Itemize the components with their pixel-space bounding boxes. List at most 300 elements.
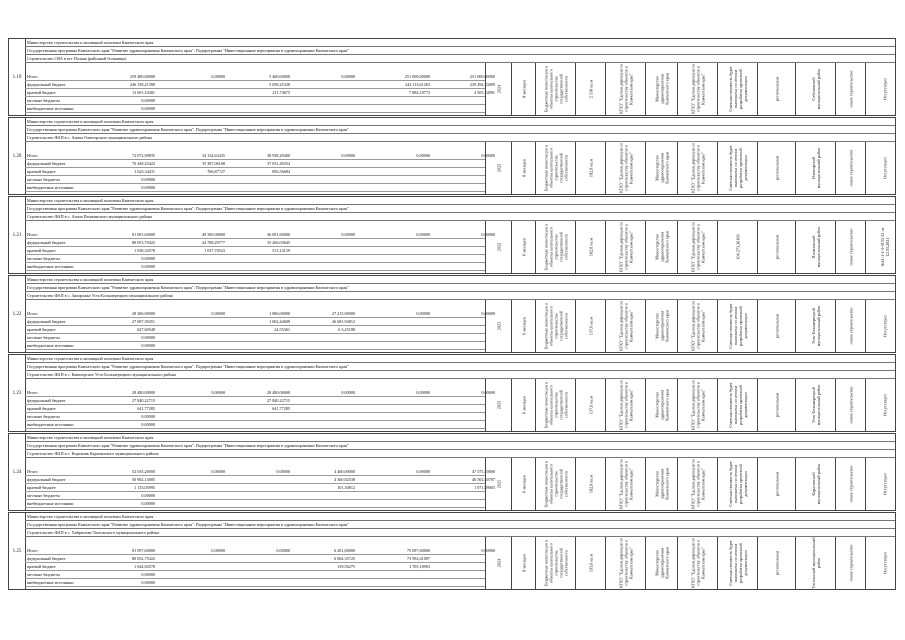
- attribute-cell-text: Отсутствует: [882, 552, 888, 575]
- attribute-cell-text: КГКУ "Единая дирекция по строительству объектов в Камчатском крае": [690, 222, 706, 273]
- financing-row: [25, 405, 485, 413]
- attribute-cell: [835, 63, 866, 115]
- funding-amount: 36 091,60000: [266, 232, 290, 238]
- attribute-cell: [835, 221, 866, 273]
- funding-amount: 80 053,79422: [131, 240, 155, 246]
- attribute-cell-text: КГКУ "Единая дирекция по строительству объектов в Камчатском крае": [618, 538, 634, 589]
- attribute-cell: [677, 221, 718, 273]
- funding-source-label: местные бюджеты: [27, 572, 60, 578]
- funding-amount: 28 306,00000: [131, 311, 155, 317]
- attribute-columns: [485, 379, 895, 431]
- attribute-cell-text: Министерство здравоохранения Камчатского края: [654, 389, 670, 422]
- funding-amount: 50 902,14005: [131, 477, 155, 483]
- funding-amount: 81 091,60000: [131, 232, 155, 238]
- year-cell-text: 2024: [496, 85, 502, 94]
- attribute-cell-text: региональная: [774, 472, 780, 497]
- attribute-cell: [835, 458, 866, 510]
- funding-amount: 0,00000: [416, 232, 430, 238]
- attribute-cell: [795, 537, 836, 589]
- funding-source-label: местные бюджеты: [27, 256, 60, 262]
- attribute-cell-text: Отсутствует: [882, 157, 888, 180]
- financing-row: [25, 563, 485, 571]
- funding-source-label: местные бюджеты: [27, 335, 60, 341]
- attribute-cell-text: Сметная стоимость будет выполнена по итогам разработки проектной документации: [728, 303, 748, 350]
- funding-amount: 5 460,00000: [269, 74, 290, 80]
- attribute-columns: [485, 221, 895, 273]
- program-header: Государственная программа Камчатского края "Развитие здравоохранения Камчатского края". Подпрограмма "Инвестиционные мероприятия в здравоохранении Камчатского края": [25, 47, 895, 55]
- attribute-cell-text: Отсутствует: [882, 394, 888, 417]
- attribute-cell: [835, 537, 866, 589]
- funding-amount: 259 480,00000: [129, 74, 155, 80]
- attribute-cell-text: новое строительство: [848, 544, 854, 582]
- attribute-cell: [717, 458, 758, 510]
- duration-cell: [511, 300, 536, 352]
- ministry-header: Министерство строительства и жилищной политики Камчатского края: [25, 434, 895, 442]
- financing-row: [25, 97, 485, 105]
- object-header: Строительство ФАП в с. Апача Пенжинского муниципального района: [25, 213, 895, 221]
- attribute-cell-text: Бюджетные инвестиции в объекты капитального строительства государственной собственности: [543, 540, 569, 587]
- funding-amount: 641,77285: [272, 406, 290, 412]
- attribute-cell-text: Бюджетные инвестиции в объекты капитального строительства государственной собственности: [543, 382, 569, 429]
- funding-source-label: местные бюджеты: [27, 493, 60, 499]
- object-header: Строительство ФАП в с. Анапа Олюторского муниципального района: [25, 134, 895, 142]
- funding-amount: 246 158,21399: [129, 82, 155, 88]
- financing-row: [25, 555, 485, 563]
- ministry-header: Министерство строительства и жилищной политики Камчатского края: [25, 197, 895, 205]
- attribute-cell-text: новое строительство: [848, 386, 854, 424]
- funding-amount: 242 113,61263: [405, 82, 430, 88]
- financing-row: [25, 342, 485, 350]
- funding-source-label: внебюджетные источники: [27, 501, 74, 507]
- funding-amount: 0,00000: [341, 153, 355, 159]
- attribute-cell: [605, 379, 646, 431]
- attribute-cell-text: Сметная стоимость будет выполнена по итогам разработки проектной документации: [728, 461, 748, 508]
- attribute-cell: [795, 221, 836, 273]
- funding-amount: 26 681,94812: [331, 319, 355, 325]
- attribute-cell-text: 2 538 кв.м: [588, 80, 594, 99]
- funding-amount: 0,00000: [481, 311, 495, 317]
- funding-amount: 0,00000: [481, 390, 495, 396]
- funding-amount: 211,74675: [272, 90, 290, 96]
- project-block: [8, 117, 896, 195]
- funding-amount: 27 697,39451: [131, 319, 155, 325]
- financing-row: [25, 579, 485, 587]
- funding-source-label: внебюджетные источники: [27, 185, 74, 191]
- attribute-cell: [535, 63, 576, 115]
- funding-amount: 513,14159: [272, 248, 290, 254]
- project-block: [8, 275, 896, 353]
- funding-amount: 0,00000: [276, 469, 290, 475]
- attribute-cell-text: Министерство здравоохранения Камчатского края: [654, 73, 670, 106]
- funding-source-label: федеральный бюджет: [27, 82, 66, 88]
- funding-source-label: местные бюджеты: [27, 98, 60, 104]
- funding-amount: 0,00000: [211, 311, 225, 317]
- funding-source-label: внебюджетные источники: [27, 580, 74, 586]
- project-number: 1.23: [9, 355, 26, 431]
- attribute-cell-text: Бюджетные инвестиции в объекты капитального строительства государственной собственности: [543, 224, 569, 271]
- attribute-cell: [757, 300, 796, 352]
- financing-row: [25, 413, 485, 421]
- attribute-cell: [865, 63, 904, 115]
- attribute-cell: [757, 379, 796, 431]
- financing-row: [25, 500, 485, 508]
- attribute-cell: [865, 142, 904, 194]
- attribute-cell: [575, 379, 606, 431]
- attribute-columns: [485, 142, 895, 194]
- attribute-cell: [535, 537, 576, 589]
- project-number: 1.25: [9, 513, 26, 589]
- funding-amount: 75 697,60000: [406, 548, 430, 554]
- financing-row: [25, 484, 495, 492]
- funding-amount: 856,56684: [272, 169, 290, 175]
- attribute-cell-text: Министерство здравоохранения Камчатского края: [654, 468, 670, 501]
- program-header: Государственная программа Камчатского края "Развитие здравоохранения Камчатского края". Подпрограмма "Инвестиционные мероприятия в здравоохранении Камчатского края": [25, 363, 895, 371]
- financing-row: [25, 105, 485, 113]
- duration-cell-text: 8 месяцев: [521, 80, 527, 99]
- funding-amount: 0,00000: [141, 580, 155, 586]
- attribute-cell: [645, 379, 678, 431]
- attribute-cell: [677, 458, 718, 510]
- attribute-cell: [865, 537, 904, 589]
- funding-source-label: внебюджетные источники: [27, 343, 74, 349]
- funding-amount: 4 505,24991: [474, 90, 495, 96]
- financing-row: [25, 89, 495, 97]
- financing-row: [25, 231, 495, 239]
- funding-amount: 251 000,00000: [469, 74, 495, 80]
- program-header: Государственная программа Камчатского края "Развитие здравоохранения Камчатского края". Подпрограмма "Инвестиционные мероприятия в здравоохранении Камчатского края": [25, 205, 895, 213]
- attribute-cell-text: КГКУ "Единая дирекция по строительству объектов в Камчатском крае": [690, 301, 706, 352]
- duration-cell: [511, 379, 536, 431]
- attribute-cell-text: КГКУ "Единая дирекция по строительству объектов в Камчатском крае": [618, 301, 634, 352]
- attribute-cell: [835, 300, 866, 352]
- duration-cell: [511, 142, 536, 194]
- project-block: [8, 433, 896, 511]
- funding-amount: 27 840,22715: [131, 398, 155, 404]
- funding-amount: 80 052,75422: [131, 556, 155, 562]
- year-cell-text: 2024: [496, 559, 502, 568]
- attribute-cell-text: 137,6 кв.м: [588, 317, 594, 336]
- funding-source-label: внебюджетные источники: [27, 264, 74, 270]
- financing-row: [25, 334, 485, 342]
- duration-cell: [511, 537, 536, 589]
- attribute-cell-text: Министерство здравоохранения Камчатского края: [654, 310, 670, 343]
- funding-amount: 139,56275: [337, 564, 355, 570]
- ministry-header: Министерство строительства и жилищной политики Камчатского края: [25, 355, 895, 363]
- funding-amount: 1 037,70523: [204, 248, 225, 254]
- attribute-cell-text: региональная: [774, 235, 780, 260]
- project-block: [8, 38, 896, 116]
- attribute-cell: [717, 379, 758, 431]
- funding-source-label: внебюджетные источники: [27, 106, 74, 112]
- funding-amount: 1 071,89003: [474, 485, 495, 491]
- funding-amount: 0,00000: [141, 256, 155, 262]
- funding-amount: 0,00000: [416, 390, 430, 396]
- duration-cell: [511, 221, 536, 273]
- attribute-cell: [575, 537, 606, 589]
- attribute-cell-text: Бюджетные инвестиции в объекты капитального строительства государственной собственности: [543, 145, 569, 192]
- funding-amount: 1 705,18903: [409, 564, 430, 570]
- year-cell: [485, 458, 512, 510]
- project-block: [8, 512, 896, 590]
- ministry-header: Министерство строительства и жилищной политики Камчатского края: [25, 118, 895, 126]
- attribute-cell: [535, 458, 576, 510]
- attribute-cell-text: региональная: [774, 314, 780, 339]
- attribute-cell-text: КГКУ "Единая дирекция по строительству объектов в Камчатском крае": [690, 380, 706, 431]
- funding-amount: 0,00000: [141, 98, 155, 104]
- attribute-cell: [645, 537, 678, 589]
- funding-amount: 0,00000: [211, 469, 225, 475]
- object-header: Строительство ФАП в с. Хайрюзово Тигильского муниципального района: [25, 529, 895, 537]
- financing-table: [25, 389, 495, 429]
- attribute-cell-text: Олюторский муниципальный район: [811, 148, 821, 189]
- attribute-cell: [645, 142, 678, 194]
- attribute-cell-text: Пенжинский муниципальный район: [811, 227, 821, 268]
- funding-amount: 0,00000: [141, 414, 155, 420]
- financing-row: [25, 397, 485, 405]
- funding-source-label: Итого: [27, 390, 38, 396]
- attribute-cell-text: Отсутствует: [882, 473, 888, 496]
- funding-amount: 1 062,44609: [269, 319, 290, 325]
- funding-amount: 24,55361: [274, 327, 290, 333]
- attribute-cell: [795, 300, 836, 352]
- funding-amount: 766,87727: [207, 169, 225, 175]
- funding-amount: 0,00000: [141, 106, 155, 112]
- funding-amount: 641,77285: [137, 406, 155, 412]
- attribute-cell-text: Сметная стоимость будет выполнена по итогам разработки проектной документации: [728, 382, 748, 429]
- funding-amount: 4 360,02538: [334, 477, 355, 483]
- project-number: 1.22: [9, 276, 26, 352]
- funding-source-label: Итого: [27, 232, 38, 238]
- duration-cell-text: 6 месяцев: [521, 475, 527, 494]
- funding-amount: 0,00000: [341, 74, 355, 80]
- attribute-cell: [717, 142, 758, 194]
- financing-row: [25, 184, 485, 192]
- financing-row: [25, 152, 495, 160]
- funding-amount: 627,60549: [137, 327, 155, 333]
- financing-row: [25, 326, 485, 334]
- financing-row: [25, 468, 495, 476]
- funding-amount: 0,00000: [141, 572, 155, 578]
- attribute-cell: [677, 537, 718, 589]
- attribute-cell-text: Бюджетные инвестиции в объекты капитального строительства государственной собственности: [543, 66, 569, 113]
- project-block: [8, 354, 896, 432]
- attribute-cell-text: КГКУ "Единая дирекция по строительству объектов в Камчатском крае": [690, 459, 706, 510]
- funding-source-label: краевой бюджет: [27, 564, 56, 570]
- program-header: Государственная программа Камчатского края "Развитие здравоохранения Камчатского края". Подпрограмма "Инвестиционные мероприятия в здравоохранении Камчатского края": [25, 126, 895, 134]
- attribute-cell-text: Министерство здравоохранения Камчатского края: [654, 231, 670, 264]
- funding-source-label: местные бюджеты: [27, 414, 60, 420]
- attribute-cell: [605, 221, 646, 273]
- financing-row: [25, 492, 485, 500]
- attribute-cell: [575, 63, 606, 115]
- attribute-cell: [865, 300, 904, 352]
- funding-amount: 0,00000: [141, 185, 155, 191]
- attribute-cell: [605, 458, 646, 510]
- attribute-cell: [535, 142, 576, 194]
- attribute-cell: [795, 142, 836, 194]
- attribute-cell-text: Тигильский муниципальный район: [811, 537, 821, 589]
- funding-source-label: краевой бюджет: [27, 327, 56, 333]
- attribute-cell-text: новое строительство: [848, 465, 854, 503]
- duration-cell: [511, 458, 536, 510]
- attribute-cell-text: Министерство здравоохранения Камчатского края: [654, 152, 670, 185]
- attribute-cell: [645, 63, 678, 115]
- attribute-columns: [485, 458, 895, 510]
- attribute-columns: [485, 537, 895, 589]
- funding-source-label: Итого: [27, 311, 38, 317]
- funding-amount: 37 031,49254: [266, 161, 290, 167]
- year-cell-text: 2023: [496, 322, 502, 331]
- year-cell: [485, 379, 512, 431]
- financing-row: [25, 247, 485, 255]
- attribute-cell-text: новое строительство: [848, 307, 854, 345]
- funding-source-label: федеральный бюджет: [27, 556, 66, 562]
- funding-source-label: краевой бюджет: [27, 90, 56, 96]
- year-cell: [485, 63, 512, 115]
- attribute-cell: [575, 458, 606, 510]
- funding-amount: 251 000,00000: [404, 74, 430, 80]
- funding-amount: 28 480,00000: [131, 390, 155, 396]
- funding-source-label: краевой бюджет: [27, 485, 56, 491]
- financing-row: [25, 81, 495, 89]
- attribute-cell: [865, 458, 904, 510]
- funding-amount: 34 134,63435: [201, 153, 225, 159]
- funding-amount: 1 644,84578: [134, 564, 155, 570]
- funding-amount: 0,00000: [341, 232, 355, 238]
- project-number: 1.24: [9, 434, 26, 510]
- funding-source-label: краевой бюджет: [27, 406, 56, 412]
- attribute-cell: [605, 142, 646, 194]
- year-cell: [485, 142, 512, 194]
- attribute-cell: [865, 221, 904, 273]
- document-sheet: [8, 38, 896, 594]
- funding-source-label: федеральный бюджет: [27, 319, 66, 325]
- attribute-columns: [485, 300, 895, 352]
- attribute-cell: [677, 300, 718, 352]
- project-number: 1.19: [9, 39, 26, 115]
- attribute-cell-text: Усть-Большерецкий муниципальный район: [811, 306, 821, 347]
- attribute-cell-text: Соболевский муниципальный район: [811, 69, 821, 110]
- object-header: Строительство СВА в пгт Палана (районной больницы): [25, 55, 895, 63]
- attribute-cell: [535, 300, 576, 352]
- attribute-cell-text: 182,8 кв.м: [588, 238, 594, 257]
- funding-amount: 4 460,00000: [334, 469, 355, 475]
- funding-amount: 6 201,00000: [334, 548, 355, 554]
- attribute-cell: [605, 537, 646, 589]
- attribute-cell: [717, 537, 758, 589]
- attribute-cell-text: Карагинский муниципальный район: [811, 464, 821, 505]
- ministry-header: Министерство строительства и жилищной политики Камчатского края: [25, 39, 895, 47]
- attribute-cell: [717, 63, 758, 115]
- attribute-cell-text: новое строительство: [848, 70, 854, 108]
- financing-table: [25, 231, 495, 271]
- duration-cell-text: 6 месяцев: [521, 396, 527, 415]
- funding-amount: 1 038,34578: [134, 248, 155, 254]
- funding-amount: 0,00000: [141, 343, 155, 349]
- attribute-cell: [645, 458, 678, 510]
- funding-amount: 1 086,00000: [269, 311, 290, 317]
- funding-amount: 6 064,35725: [334, 556, 355, 562]
- year-cell: [485, 300, 512, 352]
- funding-amount: 0,00000: [481, 232, 495, 238]
- attribute-cell-text: КГКУ "Единая дирекция по строительству объектов в Камчатском крае": [690, 64, 706, 115]
- financing-row: [25, 176, 485, 184]
- financing-row: [25, 310, 495, 318]
- funding-source-label: федеральный бюджет: [27, 240, 66, 246]
- funding-amount: 0,00000: [211, 548, 225, 554]
- funding-amount: 47 575,20000: [471, 469, 495, 475]
- attribute-cell-text: 137,6 кв.м: [588, 396, 594, 415]
- year-cell-text: 2022: [496, 243, 502, 252]
- attribute-cell-text: региональная: [774, 156, 780, 181]
- attribute-cell: [757, 142, 796, 194]
- financing-table: [25, 468, 495, 508]
- attribute-cell: [757, 537, 796, 589]
- funding-amount: 44 788,29777: [201, 240, 225, 246]
- attribute-cell-text: Отсутствует: [882, 315, 888, 338]
- funding-source-label: Итого: [27, 548, 38, 554]
- year-cell: [485, 537, 512, 589]
- financing-table: [25, 547, 495, 587]
- project-number: 1.21: [9, 197, 26, 273]
- attribute-cell: [575, 300, 606, 352]
- funding-amount: 1 623,34411: [134, 169, 155, 175]
- attribute-cell: [795, 458, 836, 510]
- financing-row: [25, 421, 485, 429]
- funding-amount: 81 097,60000: [131, 548, 155, 554]
- funding-amount: 6 3,25188: [338, 327, 355, 333]
- funding-amount: 46 502,50707: [471, 477, 495, 483]
- object-header: Строительство ФАП в с. Запорожье Усть-Большерецкого муниципального района: [25, 292, 895, 300]
- funding-amount: 27 215,00000: [331, 311, 355, 317]
- attribute-cell-text: №41-1-1-3-0135-21 от 12.03.2021: [880, 227, 890, 267]
- funding-source-label: краевой бюджет: [27, 169, 56, 175]
- attribute-cell: [757, 458, 796, 510]
- financing-row: [25, 160, 485, 168]
- funding-amount: 0,00000: [211, 390, 225, 396]
- funding-amount: 0,00000: [141, 422, 155, 428]
- funding-source-label: федеральный бюджет: [27, 161, 66, 167]
- attribute-cell: [645, 221, 678, 273]
- object-header: Строительство ФАП в с. Кирганик Карагинского муниципального района: [25, 450, 895, 458]
- funding-amount: 35 266,03645: [266, 240, 290, 246]
- funding-amount: 70 449,43422: [131, 161, 155, 167]
- attribute-cell-text: Бюджетные инвестиции в объекты капитального строительства государственной собственности: [543, 303, 569, 350]
- attribute-cell: [795, 379, 836, 431]
- financing-table: [25, 73, 495, 113]
- funding-source-label: краевой бюджет: [27, 248, 56, 254]
- funding-amount: 239 494,33009: [469, 82, 495, 88]
- attribute-cell: [575, 221, 606, 273]
- year-cell-text: 2025: [496, 480, 502, 489]
- attribute-cell-text: КГКУ "Единая дирекция по строительству объектов в Камчатском крае": [618, 459, 634, 510]
- financing-row: [25, 571, 485, 579]
- program-header: Государственная программа Камчатского края "Развитие здравоохранения Камчатского края". Подпрограмма "Инвестиционные мероприятия в здравоохранении Камчатского края": [25, 284, 895, 292]
- attribute-cell-text: КГКУ "Единая дирекция по строительству объектов в Камчатском крае": [618, 64, 634, 115]
- funding-amount: 52 035,20000: [131, 469, 155, 475]
- attribute-cell-text: новое строительство: [848, 228, 854, 266]
- attribute-cell-text: Усть-Большерецкий муниципальный район: [811, 385, 821, 426]
- financing-row: [25, 168, 485, 176]
- financing-row: [25, 547, 495, 555]
- attribute-cell-text: Отсутствует: [882, 78, 888, 101]
- object-header: Строительство ФАП в с. Кавалерское Усть-Большерецкого муниципального района: [25, 371, 895, 379]
- duration-cell: [511, 63, 536, 115]
- financing-row: [25, 263, 485, 271]
- attribute-cell: [605, 63, 646, 115]
- attribute-cell: [605, 300, 646, 352]
- attribute-cell-text: 193,6 кв.м: [588, 554, 594, 573]
